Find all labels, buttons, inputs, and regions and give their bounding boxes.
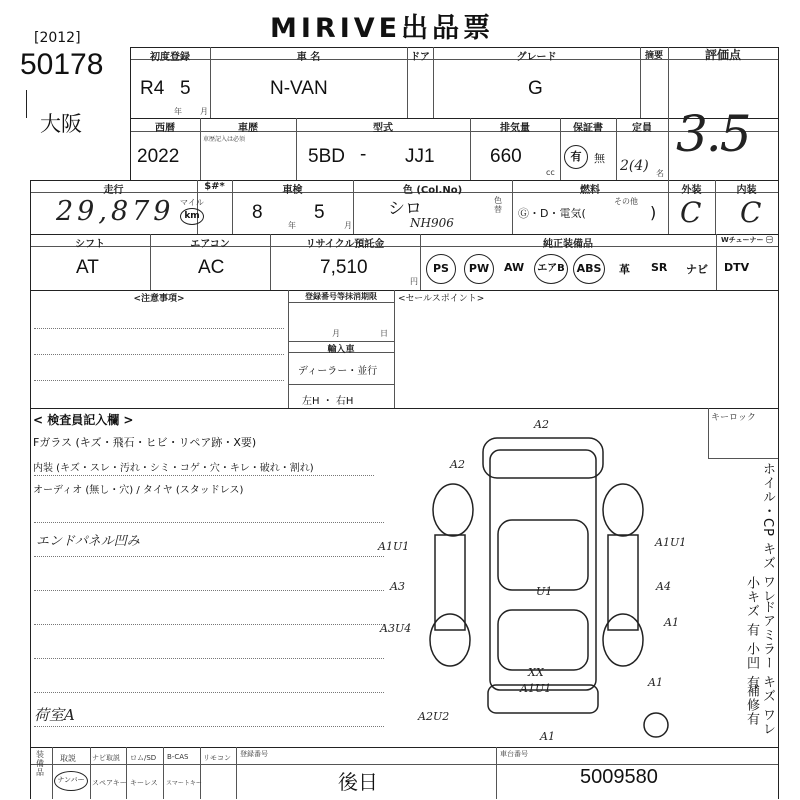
recycle-fee: 7,510 [320,257,368,278]
score: 3.5 [676,105,750,163]
fuel-other-label: その他 [614,197,638,206]
footer-reg-no-label: 登録番号 [240,750,268,758]
inspector-line-glass: Fガラス (キズ・飛石・ヒビ・リペア跡・X要) [33,436,257,449]
year-label: 西暦 [155,123,175,134]
first-reg-label: 初度登録 [150,52,190,63]
grade-label: グレード [516,52,557,63]
inspector-line-audio: オーディオ (無し・穴) / タイヤ (スタッドレス) [33,485,244,496]
inspection-label: 車検 [282,185,303,196]
shift-label: シフト [75,239,105,250]
footer-bumper: ナンバー [54,771,88,791]
capacity: 2(4) [620,158,649,174]
equip-dtv: DTV [724,261,750,274]
warranty-yes: 有 [564,145,588,169]
shift: AT [76,257,99,278]
mileage: 29,879 [56,196,175,227]
footer-remote: リモコン [203,754,231,762]
inspection-year: 8 [252,202,263,223]
year-tag: [2012] [34,30,81,46]
yen-unit: 円 [410,277,418,286]
import-type: ディーラー・並行 [298,366,378,377]
inspection-month-unit: 月 [344,221,352,230]
inspector-line-interior: 内装 (キズ・スレ・汚れ・シミ・コゲ・穴・キレ・破れ・割れ) [33,463,314,474]
interior-grade: C [740,196,762,229]
mark-roof: U1 [536,585,553,598]
side-note-repair: 補修有 [744,684,759,726]
model-code: JJ1 [405,146,435,167]
displacement: 660 [490,146,522,167]
footer-keyless: キーレス [130,779,158,787]
warranty-label: 保証書 [573,123,603,134]
model-prefix: 5BD [308,146,345,167]
footer-bcas: B-CAS [167,753,189,761]
equip-ps: PS [426,254,456,284]
mark-left-rear: A3U4 [380,622,412,635]
capacity-unit: 名 [656,169,664,178]
warranty-no: 無 [594,152,605,165]
car-name-label: 車 名 [296,52,321,63]
equipment-label: 純正装備品 [543,239,593,250]
equip-abs: ABS [573,254,605,284]
mileage-label: 走行 [103,185,124,196]
mileage-unit-mile: マイル [180,198,204,207]
import-steering: 左H ・ 右H [302,396,354,407]
exterior-grade: C [680,196,702,229]
equip-navi: ナビ [686,263,708,276]
equip-aw: AW [504,261,525,274]
history-sub: 車歴記入は必須 [203,136,246,143]
note-label: 摘要 [644,51,663,61]
registration-number: 後日 [338,772,378,794]
grade: G [528,78,543,99]
mark-rear-center: A1U1 [520,682,552,695]
form-title: MIRIVE出品票 [270,13,495,44]
handwritten-note-1: エンドパネル凹み [36,534,140,549]
sales-point-label: <セールスポイント> [398,294,485,304]
keylock-label: キーロック [711,413,756,423]
inspection-month: 5 [314,202,325,223]
score-label: 評価点 [704,48,741,62]
color-label: 色 (Col.No) [402,185,463,196]
color-change: 色替 [494,196,502,214]
inspection-year-unit: 年 [288,221,296,230]
history-label: 車歴 [238,123,258,134]
lot-number: 50178 [20,48,104,81]
mark-left-slide: A3 [390,580,405,593]
fuel-label: 燃料 [580,185,600,196]
equip-sunroof: SR [651,261,668,274]
mark-right-door: A1U1 [655,536,687,549]
deadline-label: 登録番号等抹消期限 [305,292,377,301]
model-dash: - [360,144,367,165]
footer-navi-manual: ナビ取説 [92,754,120,762]
doors-label: ドア [410,52,430,63]
notes-label: <注意事項> [133,294,185,304]
cc-unit: cc [546,168,555,177]
capacity-label: 定員 [632,123,652,134]
mark-rear-xx: XX [528,666,544,679]
year-unit: 年 [174,107,182,116]
handwritten-note-2: 荷室A [34,706,75,724]
mark-front-left: A2 [450,458,465,471]
color-name: シロ [388,199,422,218]
footer-manual: 取説 [60,754,76,763]
first-reg-month: 5 [180,78,191,99]
equip-airbag: エアB [534,254,568,284]
fuel: Ⓖ・D・電気( [518,207,586,220]
model-label: 型式 [373,123,393,134]
displacement-label: 排気量 [500,123,530,134]
import-label: 輸入車 [327,345,355,355]
aircon-label: エアコン [190,239,230,250]
mark-right-slide: A4 [656,580,671,593]
equip-pw: PW [464,254,494,284]
mark-left-door: A1U1 [378,540,410,553]
deadline-month: 月 [332,329,340,338]
fuel-close: ) [650,203,657,222]
footer-smartkey: スマートキー [166,780,202,787]
footer-chassis-label: 車台番号 [500,750,528,758]
mark-rear-right: A1 [648,676,663,689]
mark-right-rear: A1 [664,616,679,629]
mark-rear-left: A2U2 [418,710,450,723]
month-unit: 月 [200,107,208,116]
side-note-wheel: ホイル・CP キズ ワレ [760,462,775,604]
exterior-label: 外装 [681,185,702,196]
footer-spare-key: スペアキー [92,779,127,787]
interior-label: 内装 [736,185,757,196]
ex-label: $#* [204,181,225,192]
model-year: 2022 [137,146,180,167]
side-note-mirror: ドアミラー キズ ワレ [760,600,775,737]
recycle-label: リサイクル預託金 [305,239,385,250]
venue: 大阪 [40,112,82,136]
inspector-label: < 検査員記入欄 > [33,413,134,427]
color-code: NH906 [410,216,454,230]
first-reg-era: R4 [140,78,165,99]
car-name: N-VAN [270,78,328,99]
deadline-day: 日 [380,329,388,338]
footer-items-label: 装備品 [36,750,44,777]
footer-rom: ロム/SD [130,754,157,762]
mark-rear-bottom: A1 [540,730,555,743]
mark-front: A2 [534,418,549,431]
side-note-scratch: 小キズ 有 小凹 有 [744,576,759,690]
equip-leather: 革 [619,263,630,276]
aircon: AC [198,257,225,278]
tv-label: Wチューナー ㊀ [721,236,773,244]
mileage-unit-km: km [180,208,204,225]
chassis-number: 5009580 [580,766,658,788]
